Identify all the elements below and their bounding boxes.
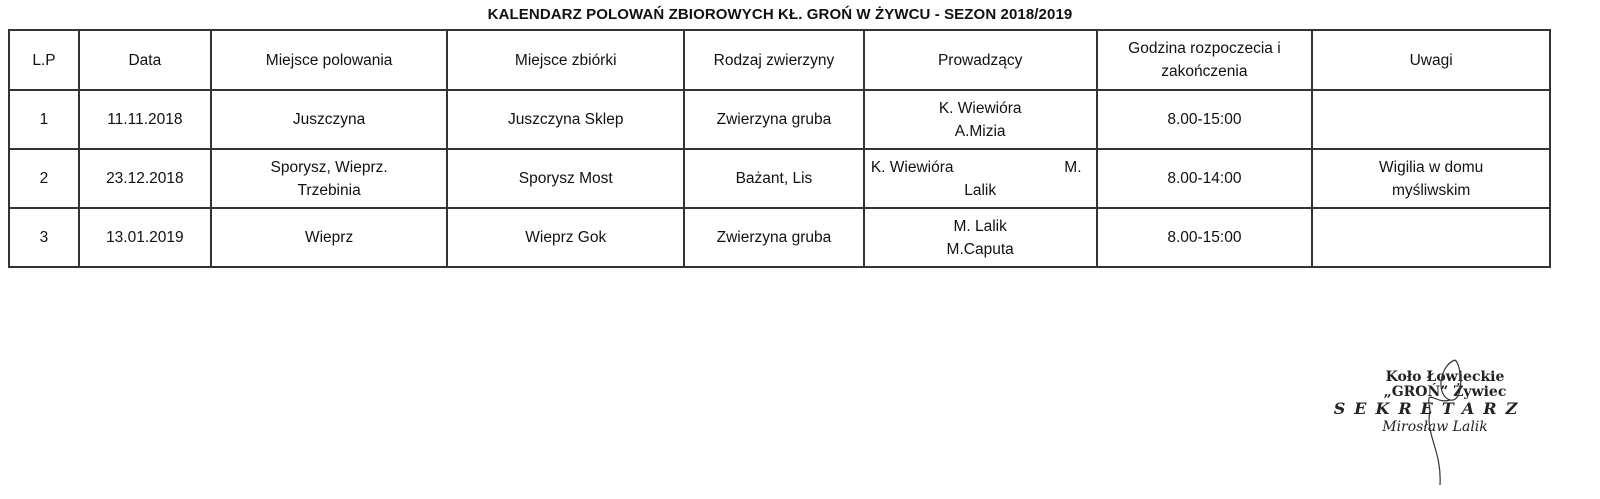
cell-data: 13.01.2019 xyxy=(79,208,211,267)
cell-uwagi xyxy=(1312,149,1550,208)
cell-miejsce-zbiorki: Juszczyna Sklep xyxy=(447,90,684,149)
cell-lp: 2 xyxy=(9,149,79,208)
cell-miejsce-polowania: Wieprz xyxy=(211,208,448,267)
cell-prowadzacy xyxy=(864,90,1097,149)
uwagi-line: myśliwskim xyxy=(1391,181,1471,199)
header-prowadzacy: Prowadzący xyxy=(864,30,1097,90)
header-rodzaj: Rodzaj zwierzyny xyxy=(684,30,864,90)
prowadzacy-name: K. Wiewióra xyxy=(870,158,954,176)
prowadzacy-line xyxy=(869,156,1092,179)
stamp-line: Mirosław Lalik xyxy=(1382,419,1488,435)
prowadzacy-line: M.Caputa xyxy=(946,240,1014,258)
prowadzacy-line: K. Wiewióra xyxy=(938,99,1022,117)
prowadzacy-line: Lalik xyxy=(964,181,997,199)
cell-data: 23.12.2018 xyxy=(79,149,211,208)
cell-godzina: 8.00-14:00 xyxy=(1097,149,1313,208)
cell-lp: 3 xyxy=(9,208,79,267)
cell-miejsce-polowania: Juszczyna xyxy=(211,90,448,149)
prowadzacy-line: A.Mizia xyxy=(954,122,1006,140)
header-miejsce-polowania: Miejsce polowania xyxy=(211,30,448,90)
prowadzacy-initial: M. xyxy=(1064,158,1082,176)
stamp-line: Koło Łowieckie xyxy=(1385,369,1505,385)
header-uwagi: Uwagi xyxy=(1312,30,1550,90)
cell-rodzaj: Zwierzyna gruba xyxy=(684,208,864,267)
hunt-calendar-table xyxy=(8,29,1551,268)
cell-prowadzacy xyxy=(864,208,1097,267)
document-title: KALENDARZ POLOWAŃ ZBIOROWYCH KŁ. GROŃ W ŻYWCU - SEZON 2018/2019 xyxy=(487,6,1073,23)
cell-uwagi xyxy=(1312,208,1550,267)
table-header-row xyxy=(9,30,1550,90)
handwritten-signature xyxy=(1380,355,1470,495)
cell-uwagi xyxy=(1312,90,1550,149)
uwagi-line: Wigilia w domu xyxy=(1379,158,1484,176)
cell-rodzaj: Bażant, Lis xyxy=(684,149,864,208)
cell-miejsce-zbiorki: Sporysz Most xyxy=(447,149,684,208)
cell-lp: 1 xyxy=(9,90,79,149)
cell-godzina: 8.00-15:00 xyxy=(1097,208,1313,267)
table-row xyxy=(9,208,1550,267)
stamp-line: SEKRETARZ xyxy=(1333,399,1527,418)
header-lp: L.P xyxy=(9,30,79,90)
cell-godzina: 8.00-15:00 xyxy=(1097,90,1313,149)
cell-rodzaj: Zwierzyna gruba xyxy=(684,90,864,149)
cell-miejsce-zbiorki: Wieprz Gok xyxy=(447,208,684,267)
header-data: Data xyxy=(79,30,211,90)
miejsce-line: Sporysz, Wieprz. xyxy=(270,158,388,176)
table-row xyxy=(9,90,1550,149)
header-miejsce-zbiorki: Miejsce zbiórki xyxy=(447,30,684,90)
table-row xyxy=(9,149,1550,208)
header-godzina: Godzina rozpoczecia i zakończenia xyxy=(1097,30,1313,90)
miejsce-line: Trzebinia xyxy=(297,181,361,199)
prowadzacy-line: M. Lalik xyxy=(953,217,1007,235)
cell-miejsce-polowania xyxy=(211,149,448,208)
cell-prowadzacy xyxy=(864,149,1097,208)
cell-data: 11.11.2018 xyxy=(79,90,211,149)
stamp-line: „GROŃ” Żywiec xyxy=(1383,384,1507,400)
